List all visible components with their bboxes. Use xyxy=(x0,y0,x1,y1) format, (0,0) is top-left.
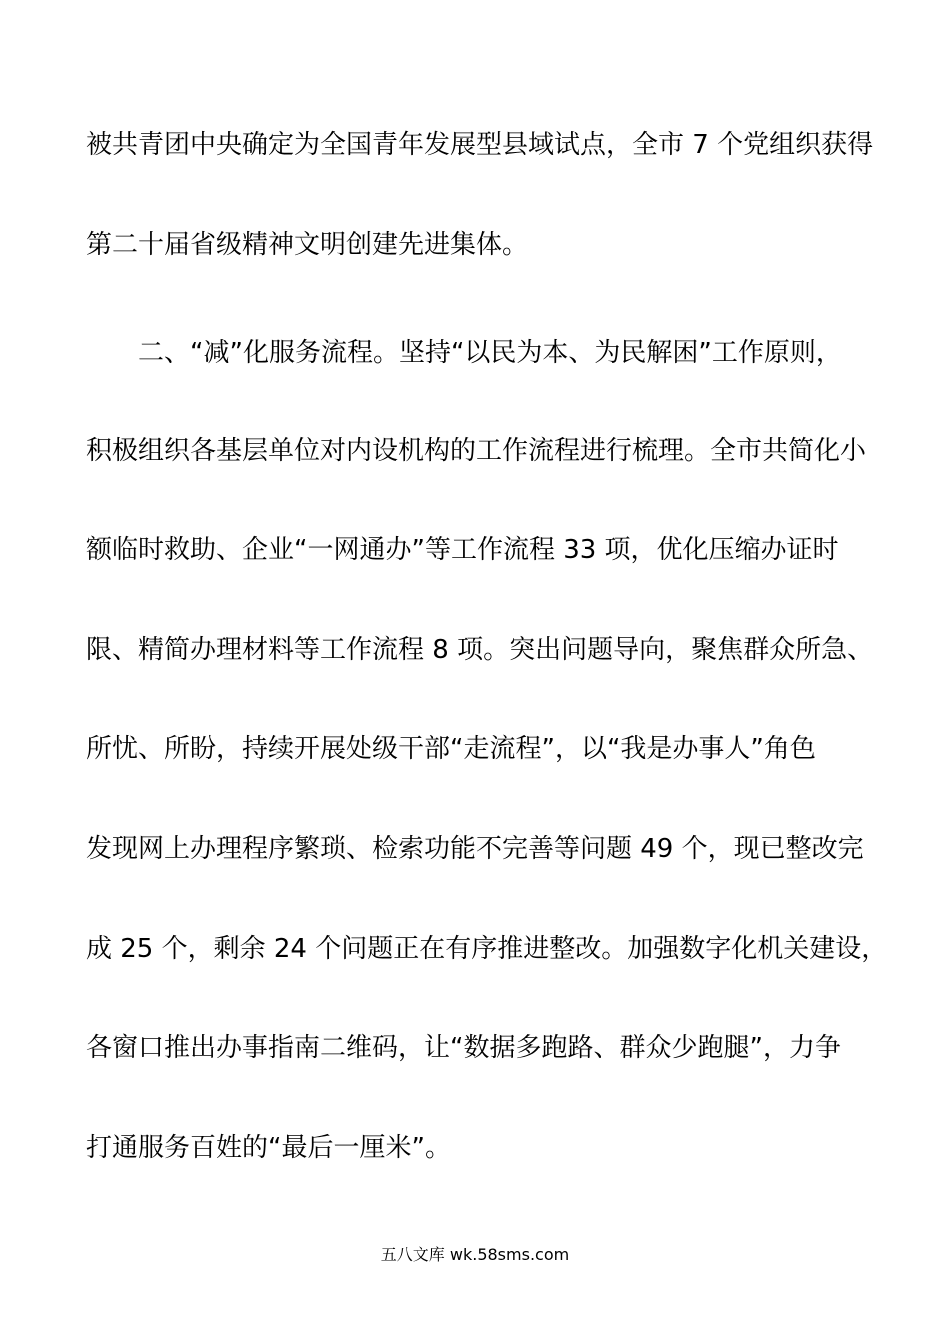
footer-watermark: 五八文库 wk.58sms.com xyxy=(380,1245,570,1264)
paragraph-line-10: 各窗口推出办事指南二维码，让“数据多跑路、群众少跑腿”，力争 xyxy=(86,1033,841,1063)
paragraph-line-2: 第二十届省级精神文明创建先进集体。 xyxy=(86,230,529,260)
paragraph-line-4: 积极组织各基层单位对内设机构的工作流程进行梳理。全市共简化小 xyxy=(86,436,867,466)
paragraph-line-1: 被共青团中央确定为全国青年发展型县域试点，全市 7 个党组织获得 xyxy=(86,130,874,160)
paragraph-line-8: 发现网上办理程序繁琐、检索功能不完善等问题 49 个，现已整改完 xyxy=(86,834,864,864)
section-heading-line: 二、“减”化服务流程。坚持“以民为本、为民解困”工作原则， xyxy=(138,338,842,368)
paragraph-line-5: 额临时救助、企业“一网通办”等工作流程 33 项，优化压缩办证时 xyxy=(86,535,839,565)
paragraph-line-7: 所忧、所盼，持续开展处级干部“走流程”，以“我是办事人”角色 xyxy=(86,734,816,764)
paragraph-line-9: 成 25 个，剩余 24 个问题正在有序推进整改。加强数字化机关建设， xyxy=(86,934,888,964)
paragraph-line-11: 打通服务百姓的“最后一厘米”。 xyxy=(86,1133,451,1163)
paragraph-line-6: 限、精简办理材料等工作流程 8 项。突出问题导向，聚焦群众所急、 xyxy=(86,635,874,665)
